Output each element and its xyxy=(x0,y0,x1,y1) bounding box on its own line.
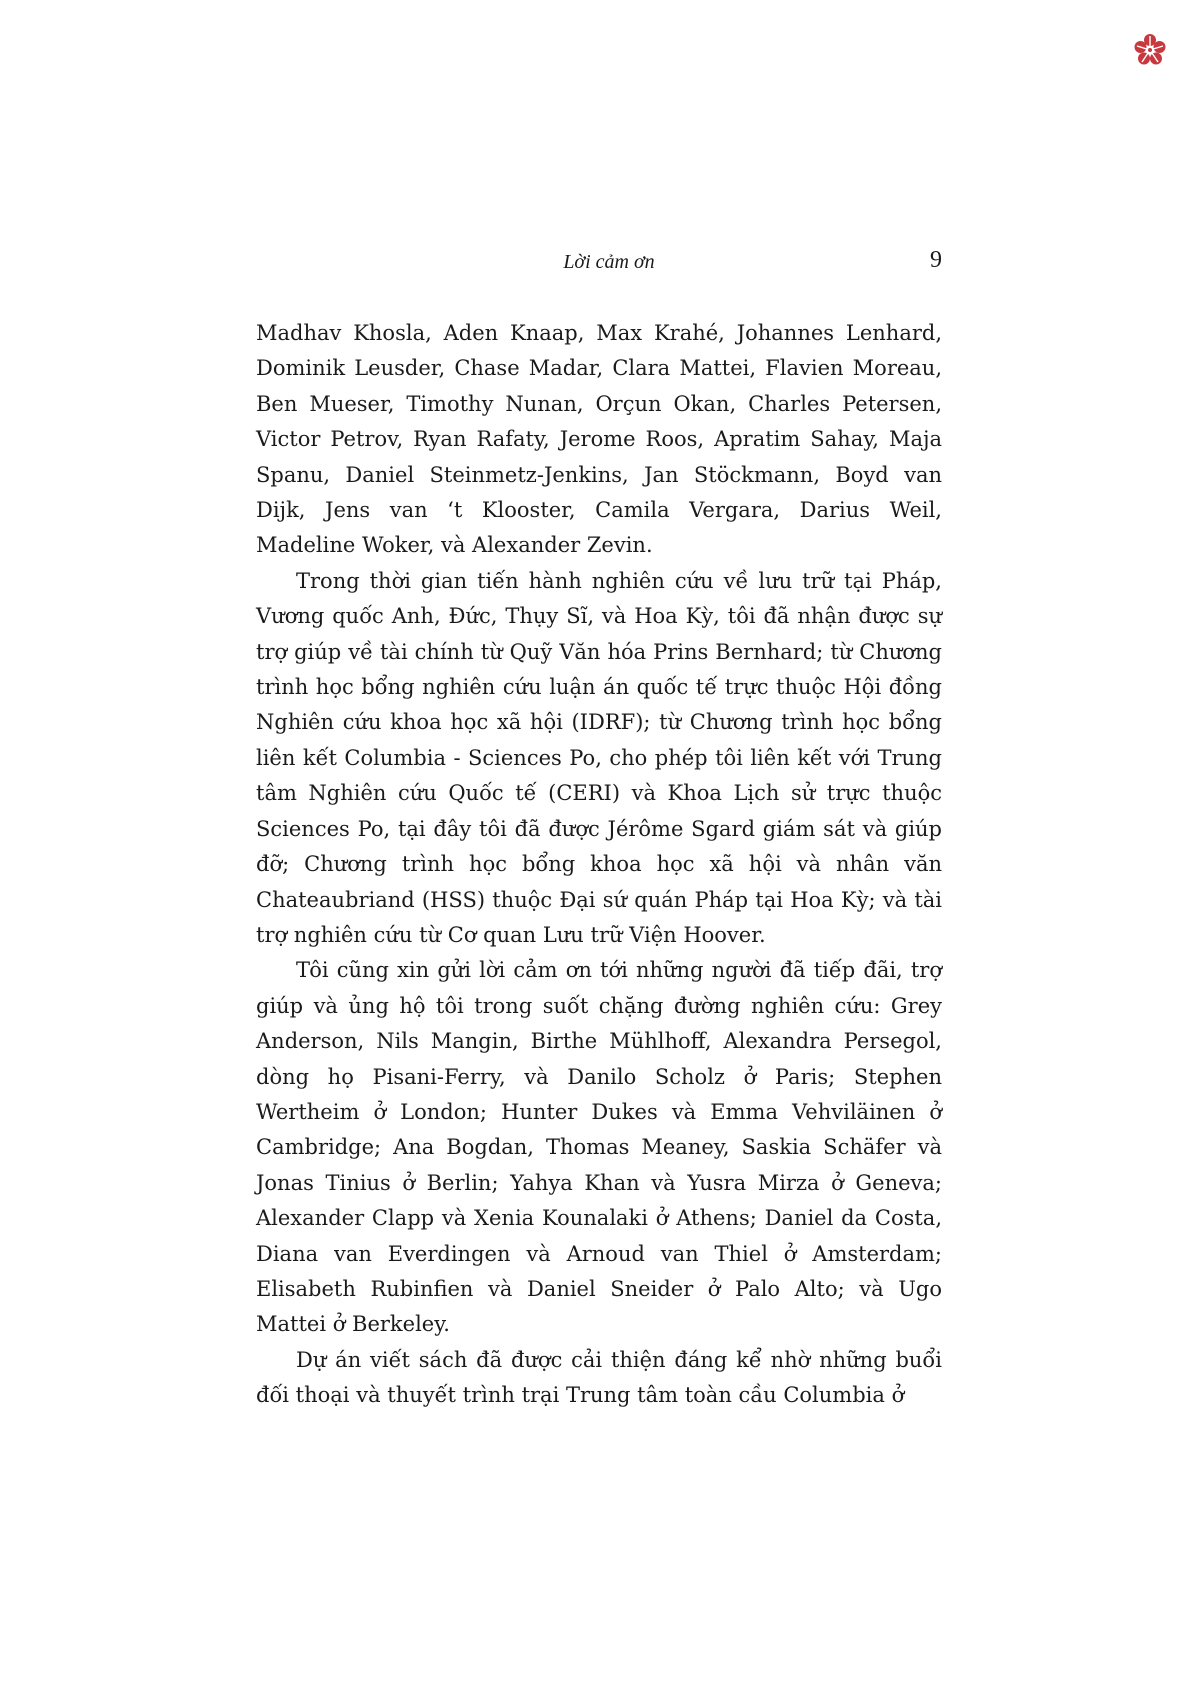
page-number: 9 xyxy=(930,247,942,273)
paragraph-hosts: Tôi cũng xin gửi lời cảm ơn tới những người đã tiếp đãi, trợ giúp và ủng hộ tôi trong suốt chặng đường nghiên cứu: Grey Anderson, Nils Mangin, Birthe Mühlhoff, Alexandra Persegol, dòng họ Pisani-Ferry, và Danilo Scholz ở Paris; Stephen Wertheim ở London; Hunter Dukes và Emma Vehviläinen ở Cambridge; Ana Bogdan, Thomas Meaney, Saskia Schäfer và Jonas Tinius ở Berlin; Yahya Khan và Yusra Mirza ở Geneva; Alexander Clapp và Xenia Kounalaki ở Athens; Daniel da Costa, Diana van Everdingen và Arnoud van Thiel ở Amsterdam; Elisabeth Rubinfien và Daniel Sneider ở Palo Alto; và Ugo Mattei ở Berkeley. xyxy=(256,958,942,1337)
paragraph-presentations: Dự án viết sách đã được cải thiện đáng kể nhờ những buổi đối thoại và thuyết trình trại Trung tâm toàn cầu Columbia ở xyxy=(256,1347,942,1408)
paragraph-continued-names: Madhav Khosla, Aden Knaap, Max Krahé, Johannes Lenhard, Dominik Leusder, Chase Madar, Clara Mattei, Flavien Moreau, Ben Mueser, Timothy Nunan, Orçun Okan, Charles Petersen, Victor Petrov, Ryan Rafaty, Jerome Roos, Apratim Sahay, Maja Spanu, Daniel Steinmetz-Jenkins, Jan Stöckmann, Boyd van Dijk, Jens van ‘t Klooster, Camila Vergara, Darius Weil, Madeline Woker, và Alexander Zevin. xyxy=(256,321,942,558)
flower-ornament-icon xyxy=(1132,32,1168,68)
running-header xyxy=(256,246,942,278)
body-text xyxy=(256,316,942,1414)
paragraph-funding: Trong thời gian tiến hành nghiên cứu về lưu trữ tại Pháp, Vương quốc Anh, Đức, Thụy Sĩ, và Hoa Kỳ, tôi đã nhận được sự trợ giúp về tài chính từ Quỹ Văn hóa Prins Bernhard; từ Chương trình học bổng nghiên cứu luận án quốc tế trực thuộc Hội đồng Nghiên cứu khoa học xã hội (IDRF); từ Chương trình học bổng liên kết Columbia - Sciences Po, cho phép tôi liên kết với Trung tâm Nghiên cứu Quốc tế (CERI) và Khoa Lịch sử trực thuộc Sciences Po, tại đây tôi đã được Jérôme Sgard giám sát và giúp đỡ; Chương trình học bổng khoa học xã hội và nhân văn Chateaubriand (HSS) thuộc Đại sứ quán Pháp tại Hoa Kỳ; và tài trợ nghiên cứu từ Cơ quan Lưu trữ Viện Hoover. xyxy=(256,568,942,947)
running-title: Lời cảm ơn xyxy=(563,251,655,273)
